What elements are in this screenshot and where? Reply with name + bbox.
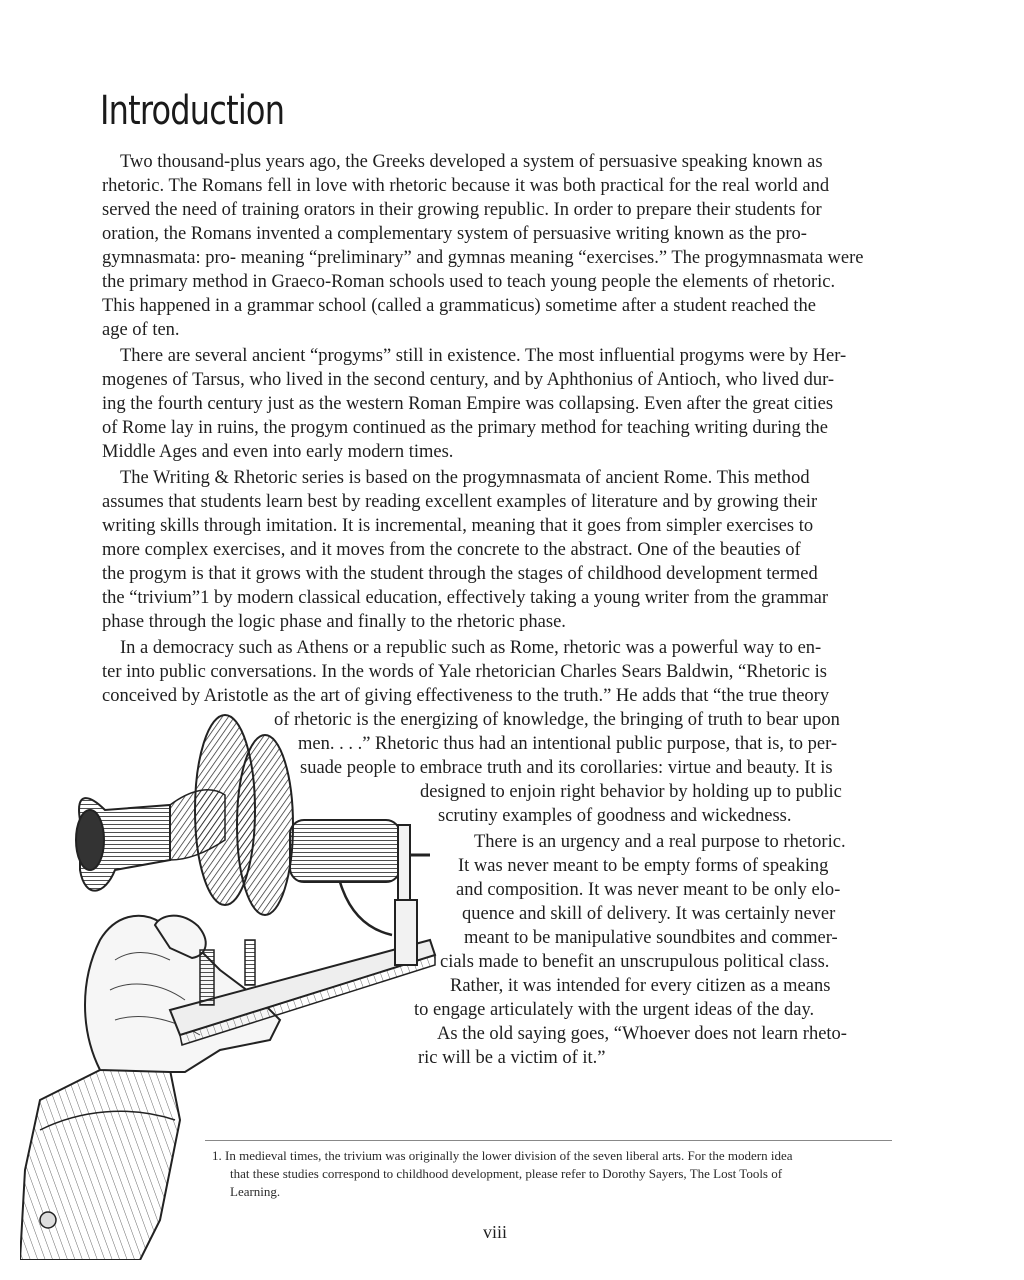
footnote-rule: [205, 1140, 892, 1141]
body-line: mogenes of Tarsus, who lived in the second century, and by Aphthonius of Antioch, who lived dur-: [102, 370, 835, 390]
body-line: suade people to embrace truth and its corollaries: virtue and beauty. It is: [300, 758, 833, 778]
body-line: Middle Ages and even into early modern times.: [102, 442, 454, 462]
body-line: cials made to benefit an unscrupulous political class.: [440, 952, 830, 972]
body-line: rhetoric. The Romans fell in love with rhetoric because it was both practical for the real world and: [102, 176, 830, 196]
body-line: served the need of training orators in their growing republic. In order to prepare their students for: [102, 200, 822, 220]
body-line: assumes that students learn best by reading excellent examples of literature and by growing their: [102, 492, 818, 512]
body-line: There are several ancient “progyms” still in existence. The most influential progyms were by Her-: [120, 346, 847, 366]
body-line: quence and skill of delivery. It was certainly never: [462, 904, 836, 924]
body-line: phase through the logic phase and finally to the rhetoric phase.: [102, 612, 566, 632]
footnote-line: that these studies correspond to childhood development, please refer to Dorothy Sayers, The Lost Tools of: [230, 1166, 783, 1181]
body-line: The Writing & Rhetoric series is based on the progymnasmata of ancient Rome. This method: [120, 468, 810, 488]
body-line: scrutiny examples of goodness and wickedness.: [438, 806, 792, 826]
body-line: ter into public conversations. In the words of Yale rhetorician Charles Sears Baldwin, “Rhetoric is: [102, 662, 827, 682]
body-line: more complex exercises, and it moves from the concrete to the abstract. One of the beauties of: [102, 540, 801, 560]
body-line: to engage articulately with the urgent ideas of the day.: [414, 1000, 815, 1020]
body-line: It was never meant to be empty forms of speaking: [458, 856, 829, 876]
body-line: writing skills through imitation. It is incremental, meaning that it goes from simpler exercises to: [102, 516, 814, 536]
page-number: viii: [483, 1222, 508, 1242]
body-line: ing the fourth century just as the western Roman Empire was collapsing. Even after the great cities: [102, 394, 834, 414]
body-line: meant to be manipulative soundbites and commer-: [464, 928, 838, 948]
body-line: ric will be a victim of it.”: [418, 1048, 606, 1068]
body-line: the “trivium”1 by modern classical education, effectively taking a young writer from the grammar: [102, 588, 829, 608]
body-line: men. . . .” Rhetoric thus had an intentional public purpose, that is, to per-: [298, 734, 838, 754]
body-line: oration, the Romans invented a complementary system of persuasive writing known as the pro-: [102, 224, 807, 244]
body-line: age of ten.: [102, 320, 180, 340]
page-title: Introduction: [100, 88, 285, 134]
body-line: Two thousand-plus years ago, the Greeks developed a system of persuasive speaking known as: [120, 152, 823, 172]
body-line: and composition. It was never meant to be only elo-: [456, 880, 841, 900]
body-line: This happened in a grammar school (called a grammaticus) sometime after a student reached the: [102, 296, 817, 316]
body-line: of Rome lay in ruins, the progym continued as the primary method for teaching writing during the: [102, 418, 828, 438]
body-line: As the old saying goes, “Whoever does not learn rheto-: [437, 1024, 847, 1044]
body-line: the progym is that it grows with the student through the stages of childhood development termed: [102, 564, 818, 584]
body-line: the primary method in Graeco-Roman schools used to teach young people the elements of rhetoric.: [102, 272, 836, 292]
body-line: In a democracy such as Athens or a republic such as Rome, rhetoric was a powerful way to en-: [120, 638, 822, 658]
body-line: gymnasmata: pro- meaning “preliminary” and gymnas meaning “exercises.” The progymnasmata were: [102, 248, 864, 268]
body-line: designed to enjoin right behavior by holding up to public: [420, 782, 842, 802]
footnote-line: Learning.: [230, 1184, 281, 1199]
body-line: conceived by Aristotle as the art of giving effectiveness to the truth.” He adds that “the true theory: [102, 686, 830, 706]
body-line: There is an urgency and a real purpose to rhetoric.: [474, 832, 846, 852]
body-line: of rhetoric is the energizing of knowledge, the bringing of truth to bear upon: [274, 710, 840, 730]
body-line: Rather, it was intended for every citizen as a means: [450, 976, 831, 996]
footnote-line: 1. In medieval times, the trivium was originally the lower division of the seven liberal arts. For the modern idea: [212, 1148, 793, 1163]
